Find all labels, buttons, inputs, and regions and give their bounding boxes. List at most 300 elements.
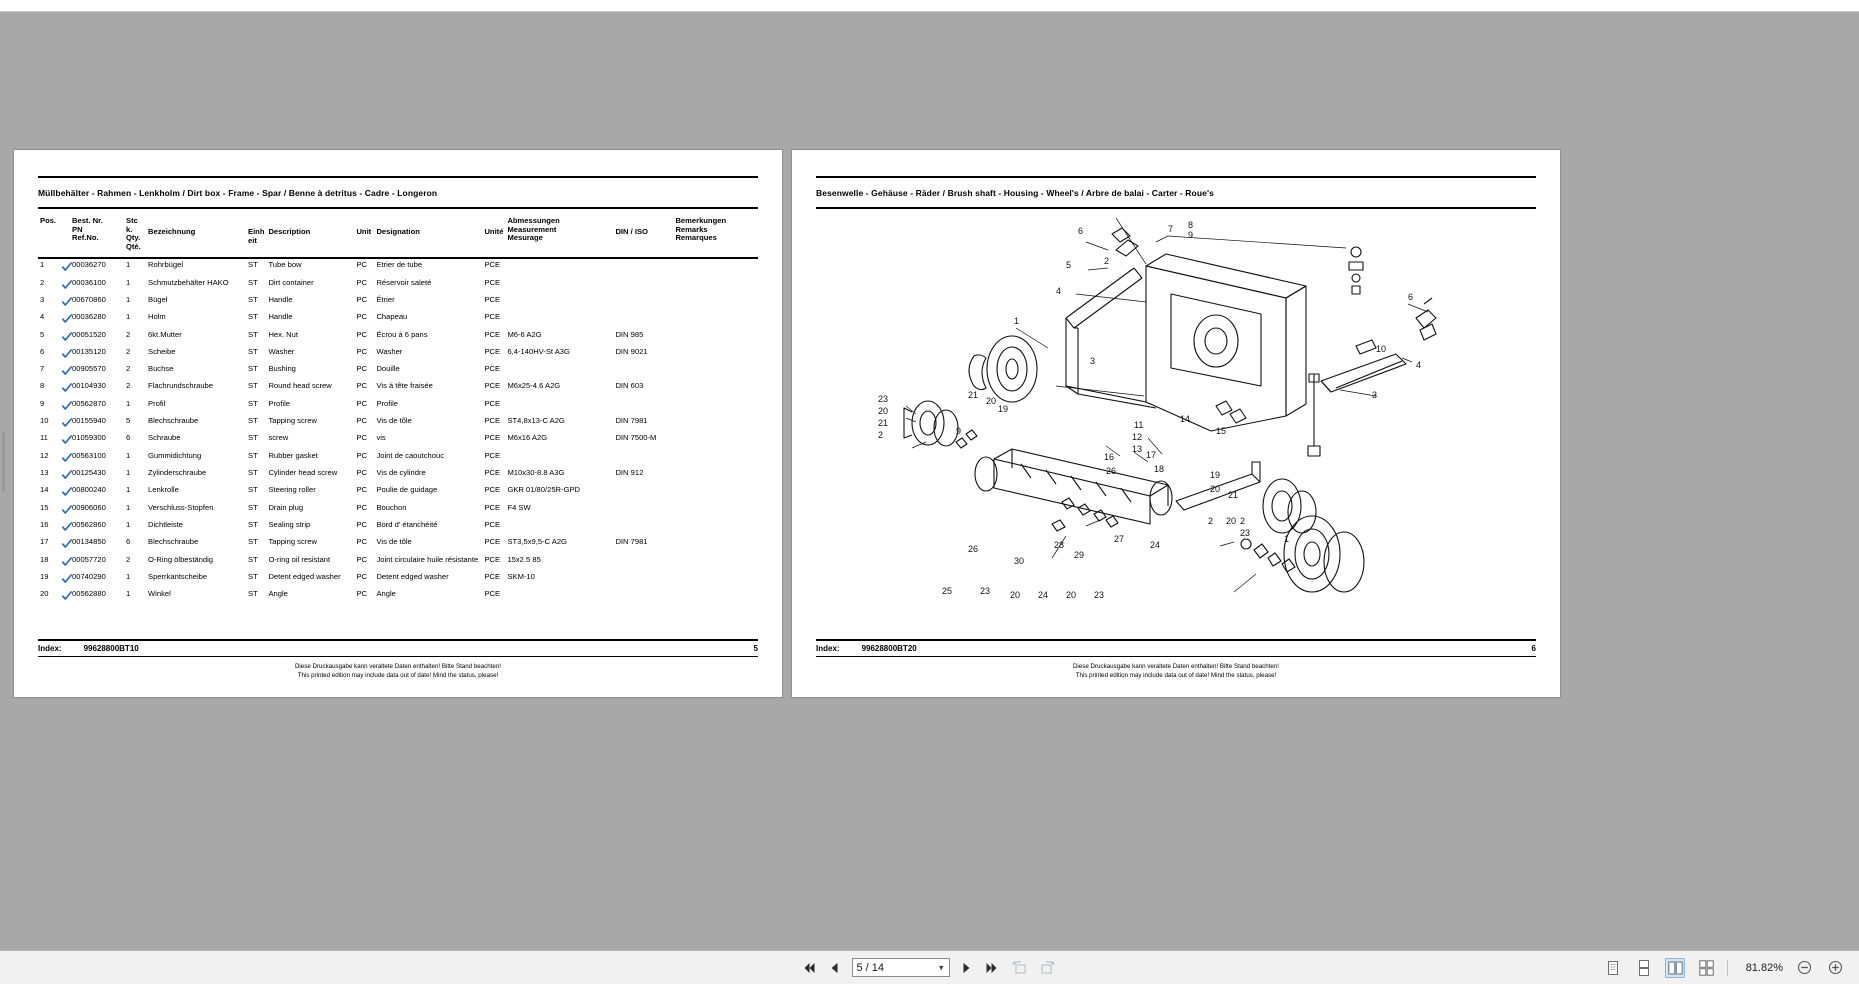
facing-pages-view-button[interactable]: [1665, 958, 1685, 978]
cell-ref-number: 00057720: [72, 554, 106, 564]
cell-measurement: SKM-10: [507, 572, 535, 582]
table-row: [38, 571, 758, 588]
cell-bezeichnung: Zylinderschraube: [148, 468, 207, 478]
verified-check-icon: [62, 383, 72, 393]
footer-page-number: 5: [753, 644, 758, 654]
cell-einheit: ST: [248, 589, 258, 599]
cell-remarks: [673, 346, 758, 363]
cell-remarks: [673, 450, 758, 467]
cell-ref-number: 00155940: [72, 416, 106, 426]
cell-einheit: ST: [248, 502, 258, 512]
svg-text:29: 29: [1074, 550, 1085, 560]
col-header-description-text: Description: [268, 227, 311, 236]
cell-designation: Douille: [376, 364, 400, 374]
cell-pos: 18: [40, 554, 49, 564]
col-header-din-iso: [613, 209, 673, 258]
table-row: [38, 258, 758, 276]
cell-unite: PCE: [484, 520, 501, 530]
cell-check: [60, 484, 72, 501]
toolbar-separator: [1727, 960, 1728, 976]
cell-description: Tapping screw: [268, 537, 317, 547]
continuous-view-button[interactable]: [1634, 958, 1654, 978]
svg-text:18: 18: [1154, 464, 1165, 474]
svg-text:2: 2: [878, 430, 884, 440]
cell-quantity: 1: [126, 277, 131, 287]
cell-measurement: GKR 01/80/25R-GPD: [507, 485, 581, 495]
svg-text:20: 20: [878, 406, 889, 416]
col-header-pos: Pos.: [40, 216, 57, 225]
svg-text:8: 8: [1188, 220, 1194, 230]
cell-einheit: ST: [248, 450, 258, 460]
cell-ref-number: 00125430: [72, 468, 106, 478]
continuous-facing-view-button[interactable]: [1696, 958, 1716, 978]
cell-din-iso: [613, 484, 673, 501]
cell-unite: PCE: [484, 260, 501, 270]
cell-description: Washer: [268, 346, 295, 356]
svg-text:26: 26: [968, 544, 979, 554]
cell-unite: PCE: [484, 329, 501, 339]
cell-quantity: 1: [126, 398, 131, 408]
col-header-unit-text: Unit: [356, 227, 372, 236]
cell-description: Tapping screw: [268, 416, 317, 426]
col-header-remarks-line1: Bemerkungen: [675, 216, 727, 225]
cell-description: Handle: [268, 294, 293, 304]
verified-check-icon: [62, 366, 72, 376]
cell-quantity: 1: [126, 485, 131, 495]
cell-pos: 2: [40, 277, 45, 287]
svg-text:5: 5: [1066, 260, 1072, 270]
callout-number-group: [878, 220, 1421, 600]
cell-unit: PC: [356, 312, 368, 322]
cell-bezeichnung: Holm: [148, 312, 166, 322]
cell-designation: Bouchon: [376, 502, 407, 512]
cell-unit: PC: [356, 468, 368, 478]
chevron-down-icon[interactable]: ▾: [938, 962, 944, 972]
cell-designation: Étrier: [376, 294, 395, 304]
footer-index-value: 99628800BT10: [83, 644, 139, 654]
cell-measurement: 6,4-140HV-St A3G: [507, 346, 570, 356]
cell-einheit: ST: [248, 485, 258, 495]
cell-din-iso: [613, 450, 673, 467]
cell-din-iso: [613, 258, 673, 276]
cell-din-iso: [613, 398, 673, 415]
footer-index-group-right: [816, 644, 917, 653]
cell-unit: PC: [356, 520, 368, 530]
cell-check: [60, 467, 72, 484]
cell-pos: 9: [40, 398, 45, 408]
col-header-measurement-line2: Measurement: [507, 224, 557, 234]
svg-text:14: 14: [1180, 414, 1191, 424]
cell-pos: 14: [40, 485, 49, 495]
footer-note-de-right: Diese Druckausgabe kann veraltete Daten enthalten! Bitte Stand beachten!: [1072, 663, 1280, 671]
col-header-designation: [374, 209, 482, 258]
cell-quantity: 1: [126, 520, 131, 530]
footer-index-group: [38, 644, 139, 653]
cell-unit: PC: [356, 364, 368, 374]
page-number-input[interactable]: [852, 958, 950, 977]
cell-unit: PC: [356, 381, 368, 391]
cell-designation: Angle: [376, 589, 396, 599]
cell-quantity: 1: [126, 589, 131, 599]
svg-text:4: 4: [1056, 286, 1062, 296]
svg-text:24: 24: [1038, 590, 1049, 600]
parts-table-head: [38, 209, 758, 258]
cell-description: Round head screw: [268, 381, 332, 391]
cell-measurement: [505, 311, 613, 328]
col-header-unit: [354, 209, 374, 258]
svg-text:2: 2: [1240, 516, 1246, 526]
cell-unite: PCE: [484, 346, 501, 356]
verified-check-icon: [62, 470, 72, 480]
cell-din-iso: [613, 294, 673, 311]
cell-ref-number: 00740290: [72, 572, 106, 582]
cell-check: [60, 398, 72, 415]
col-header-bezeichnung-text: Bezeichnung: [148, 227, 196, 236]
cell-din-iso: [613, 363, 673, 380]
cell-unit: PC: [356, 572, 368, 582]
cell-remarks: [673, 536, 758, 553]
cell-unite: PCE: [484, 416, 501, 426]
cell-unit: PC: [356, 346, 368, 356]
cell-description: Profile: [268, 398, 290, 408]
cell-check: [60, 432, 72, 449]
cell-quantity: 2: [126, 364, 131, 374]
cell-bezeichnung: 6kt.Mutter: [148, 329, 182, 339]
panel-resize-handle[interactable]: [2, 432, 5, 492]
cell-einheit: ST: [248, 381, 258, 391]
table-row: [38, 484, 758, 501]
svg-text:16: 16: [1104, 452, 1115, 462]
cell-measurement: ST3,5x9,5-C A2G: [507, 537, 567, 547]
footer-index-label-right: Index:: [816, 644, 840, 654]
cell-einheit: ST: [248, 572, 258, 582]
cell-check: [60, 519, 72, 536]
cell-description: Hex. Nut: [268, 329, 298, 339]
cell-remarks: [673, 571, 758, 588]
table-row: [38, 432, 758, 449]
zoom-in-button[interactable]: [1825, 958, 1845, 978]
cell-quantity: 1: [126, 468, 131, 478]
cell-unite: PCE: [484, 294, 501, 304]
col-header-ref: [72, 209, 124, 258]
single-page-view-button[interactable]: [1603, 958, 1623, 978]
cell-bezeichnung: Rohrbügel: [148, 260, 184, 270]
table-row: [38, 467, 758, 484]
document-viewport[interactable]: [0, 12, 1859, 950]
cell-unit: PC: [356, 537, 368, 547]
col-header-qty-line4: Qté.: [126, 241, 141, 251]
cell-unite: PCE: [484, 485, 501, 495]
cell-remarks: [673, 258, 758, 276]
cell-bezeichnung: Dichtleiste: [148, 520, 184, 530]
document-page-5[interactable]: [14, 150, 782, 697]
cell-unite: PCE: [484, 381, 501, 391]
cell-description: Steering roller: [268, 485, 316, 495]
cell-description: Cylinder head screw: [268, 468, 338, 478]
cell-measurement: F4 SW: [507, 502, 531, 512]
cell-pos: 1: [40, 260, 45, 270]
col-header-unite-text: Unité: [484, 227, 504, 236]
cell-designation: Vis de cylindre: [376, 468, 426, 478]
footer-note-de: Diese Druckausgabe kann veraltete Daten enthalten! Bitte Stand beachten!: [294, 663, 502, 671]
cell-din-iso: [613, 588, 673, 605]
svg-text:20: 20: [1226, 516, 1237, 526]
cell-bezeichnung: Schmutzbehälter HAKO: [148, 277, 229, 287]
verified-check-icon: [62, 591, 72, 601]
cell-measurement: [505, 519, 613, 536]
page-footer-left: [38, 639, 758, 681]
svg-text:2: 2: [1208, 516, 1214, 526]
cell-din-iso: [613, 554, 673, 571]
cell-unite: PCE: [484, 398, 501, 408]
cell-unit: PC: [356, 277, 368, 287]
cell-check: [60, 258, 72, 276]
parts-table-body: [38, 258, 758, 606]
verified-check-icon: [62, 297, 72, 307]
cell-unite: PCE: [484, 312, 501, 322]
cell-designation: Vis de tôle: [376, 537, 412, 547]
col-header-remarks-line2: Remarks: [675, 224, 708, 234]
cell-pos: 12: [40, 450, 49, 460]
cell-einheit: ST: [248, 554, 258, 564]
cell-unite: PCE: [484, 572, 501, 582]
cell-check: [60, 502, 72, 519]
col-header-einheit-line1: Einh: [248, 227, 265, 236]
col-header-measurement: [505, 209, 613, 258]
cell-unit: PC: [356, 450, 368, 460]
cell-remarks: [673, 484, 758, 501]
document-page-6[interactable]: [792, 150, 1560, 697]
cell-einheit: ST: [248, 416, 258, 426]
view-mode-group: [1603, 958, 1845, 978]
cell-check: [60, 571, 72, 588]
cell-description: Sealing strip: [268, 520, 311, 530]
cell-unit: PC: [356, 502, 368, 512]
rotate-left-button[interactable]: [1009, 958, 1029, 978]
cell-measurement: M6-6 A2G: [507, 329, 542, 339]
col-header-qty-line2: k.: [126, 224, 133, 234]
svg-text:20: 20: [1210, 484, 1221, 494]
cell-unit: PC: [356, 433, 368, 443]
first-page-button[interactable]: [802, 959, 818, 977]
svg-text:17: 17: [1146, 450, 1157, 460]
svg-text:1: 1: [1284, 534, 1290, 544]
page-number-value: 5 / 14: [856, 961, 885, 974]
table-header-row: [38, 209, 758, 258]
cell-designation: Réservoir saleté: [376, 277, 432, 287]
footer-index-label: Index:: [38, 644, 62, 654]
table-row: [38, 398, 758, 415]
cell-remarks: [673, 588, 758, 605]
cell-ref-number: 00800240: [72, 485, 106, 495]
col-header-qty: [124, 209, 146, 258]
cell-einheit: ST: [248, 329, 258, 339]
verified-check-icon: [62, 435, 72, 445]
cell-einheit: ST: [248, 260, 258, 270]
svg-text:3: 3: [1090, 356, 1096, 366]
cell-check: [60, 363, 72, 380]
cell-unite: PCE: [484, 554, 501, 564]
cell-unite: PCE: [484, 502, 501, 512]
rotate-right-button[interactable]: [1038, 958, 1058, 978]
bottom-toolbar: [0, 950, 1859, 984]
svg-text:6: 6: [1408, 292, 1414, 302]
col-header-ref-line3: Ref.No.: [72, 233, 99, 242]
cell-pos: 17: [40, 537, 49, 547]
cell-check: [60, 450, 72, 467]
cell-pos: 19: [40, 572, 49, 582]
cell-quantity: 1: [126, 502, 131, 512]
cell-ref-number: 00036280: [72, 312, 106, 322]
cell-unit: PC: [356, 416, 368, 426]
cell-measurement: [505, 363, 613, 380]
cell-ref-number: 00670860: [72, 294, 106, 304]
cell-description: O-ring oil resistant: [268, 554, 331, 564]
window-top-chrome: [0, 0, 1859, 12]
cell-bezeichnung: Bügel: [148, 294, 168, 304]
svg-text:11: 11: [1134, 420, 1144, 430]
cell-designation: Etrier de tube: [376, 260, 423, 270]
cell-ref-number: 01059300: [72, 433, 106, 443]
col-header-qty-line3: Qty.: [126, 233, 141, 242]
zoom-out-button[interactable]: [1794, 958, 1814, 978]
svg-text:21: 21: [968, 390, 979, 400]
svg-text:23: 23: [980, 586, 991, 596]
cell-description: screw: [268, 433, 289, 443]
cell-bezeichnung: Verschluss-Stopfen: [148, 502, 214, 512]
cell-pos: 15: [40, 502, 49, 512]
cell-einheit: ST: [248, 312, 258, 322]
cell-pos: 4: [40, 312, 45, 322]
svg-text:4: 4: [1416, 360, 1422, 370]
cell-measurement: [505, 398, 613, 415]
cell-unit: PC: [356, 589, 368, 599]
table-row: [38, 588, 758, 605]
col-header-ref-line2: PN: [72, 224, 83, 234]
cell-quantity: 2: [126, 329, 131, 339]
svg-text:24: 24: [1150, 540, 1161, 550]
table-row: [38, 519, 758, 536]
cell-unite: PCE: [484, 450, 501, 460]
cell-einheit: ST: [248, 520, 258, 530]
cell-remarks: [673, 398, 758, 415]
cell-measurement: [505, 588, 613, 605]
cell-designation: Washer: [376, 346, 403, 356]
cell-description: Dirt container: [268, 277, 314, 287]
cell-ref-number: 00906060: [72, 502, 106, 512]
cell-pos: 10: [40, 416, 49, 426]
cell-description: Tube bow: [268, 260, 302, 270]
cell-pos: 3: [40, 294, 45, 304]
cell-quantity: 1: [126, 260, 131, 270]
svg-text:20: 20: [1066, 590, 1077, 600]
cell-unit: PC: [356, 485, 368, 495]
table-row: [38, 276, 758, 293]
verified-check-icon: [62, 401, 72, 411]
cell-check: [60, 536, 72, 553]
svg-text:25: 25: [942, 586, 953, 596]
verified-check-icon: [62, 505, 72, 515]
cell-pos: 16: [40, 520, 49, 530]
last-page-button[interactable]: [984, 959, 1000, 977]
cell-check: [60, 415, 72, 432]
cell-quantity: 2: [126, 381, 131, 391]
cell-din-iso: [613, 519, 673, 536]
svg-text:26: 26: [1106, 466, 1117, 476]
next-page-button[interactable]: [959, 959, 975, 977]
svg-text:21: 21: [1228, 490, 1239, 500]
cell-designation: Vis de tôle: [376, 416, 412, 426]
cell-unit: PC: [356, 554, 368, 564]
col-header-din-iso-text: DIN / ISO: [615, 227, 648, 236]
cell-measurement: M6x25-4.6 A2G: [507, 381, 561, 391]
col-header-qty-line1: Stc: [126, 216, 138, 225]
cell-remarks: [673, 276, 758, 293]
verified-check-icon: [62, 453, 72, 463]
previous-page-button[interactable]: [827, 959, 843, 977]
cell-ref-number: 00036270: [72, 260, 106, 270]
svg-text:1: 1: [1014, 316, 1020, 326]
col-header-unite: [482, 209, 505, 258]
col-header-check: [60, 209, 72, 258]
svg-text:9: 9: [956, 426, 962, 436]
cell-pos: 6: [40, 346, 45, 356]
cell-check: [60, 554, 72, 571]
parts-table: [38, 209, 758, 606]
cell-bezeichnung: Sperrkantscheibe: [148, 572, 208, 582]
svg-text:23: 23: [1094, 590, 1105, 600]
cell-remarks: [673, 467, 758, 484]
page-navigation-group: [780, 958, 1080, 978]
col-header-description: [266, 209, 354, 258]
svg-text:7: 7: [1168, 224, 1174, 234]
cell-remarks: [673, 294, 758, 311]
verified-check-icon: [62, 418, 72, 428]
svg-text:21: 21: [878, 418, 889, 428]
cell-remarks: [673, 519, 758, 536]
cell-designation: Vis à tête fraisée: [376, 381, 433, 391]
cell-quantity: 1: [126, 312, 131, 322]
cell-bezeichnung: Schraube: [148, 433, 181, 443]
svg-text:9: 9: [1188, 230, 1194, 240]
col-header-measurement-line3: Mesurage: [507, 233, 543, 242]
table-row: [38, 554, 758, 571]
cell-ref-number: 00562870: [72, 398, 106, 408]
cell-quantity: 1: [126, 294, 131, 304]
cell-quantity: 1: [126, 572, 131, 582]
svg-text:30: 30: [1014, 556, 1025, 566]
col-header-einheit: [246, 209, 266, 258]
verified-check-icon: [62, 262, 72, 272]
cell-bezeichnung: Gummidichtung: [148, 450, 202, 460]
cell-unite: PCE: [484, 364, 501, 374]
col-header-designation-text: Designation: [376, 227, 420, 236]
cell-remarks: [673, 311, 758, 328]
cell-unit: PC: [356, 294, 368, 304]
cell-ref-number: 00135120: [72, 346, 106, 356]
zoom-level-label: 81.82%: [1745, 961, 1783, 974]
col-header-remarks-line3: Remarques: [675, 233, 717, 242]
footer-index-value-right: 99628800BT20: [861, 644, 917, 654]
cell-einheit: ST: [248, 537, 258, 547]
verified-check-icon: [62, 539, 72, 549]
cell-quantity: 2: [126, 554, 131, 564]
table-row: [38, 502, 758, 519]
cell-remarks: [673, 415, 758, 432]
cell-din-iso: [613, 502, 673, 519]
cell-unit: PC: [356, 398, 368, 408]
cell-pos: 5: [40, 329, 45, 339]
